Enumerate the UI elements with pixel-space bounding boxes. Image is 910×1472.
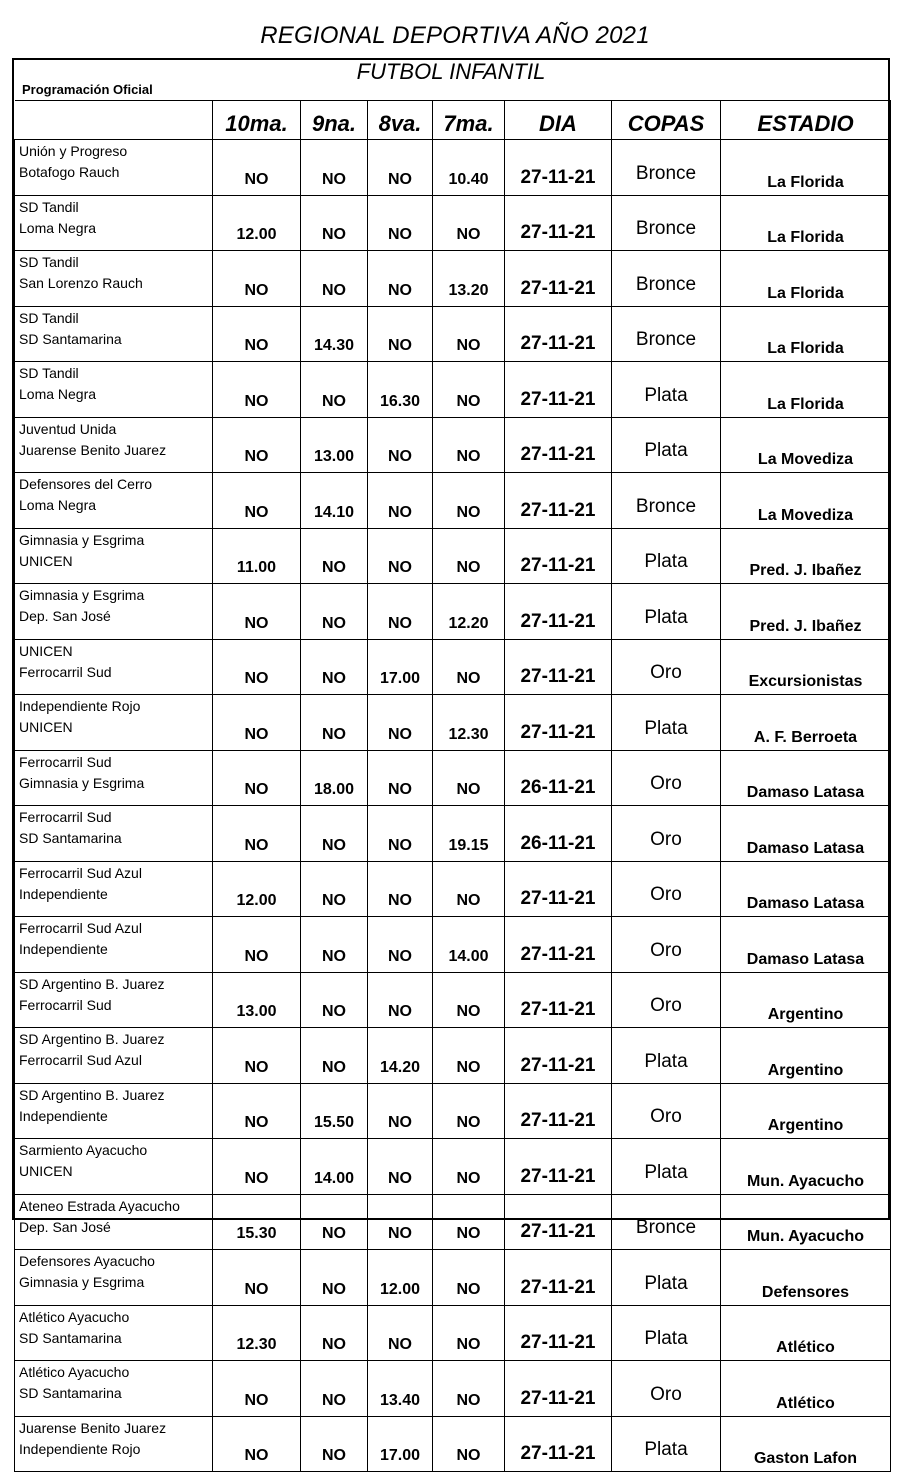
match-cell (15, 1139, 213, 1195)
time-7ma-cell: NO (433, 1194, 505, 1250)
stadium-cell: Argentino (721, 972, 891, 1028)
home-team: SD Tandil (19, 309, 79, 326)
date-cell: 27-11-21 (505, 1028, 612, 1084)
time-8va-cell: NO (368, 251, 433, 307)
header-estadio: ESTADIO (721, 101, 891, 140)
time-9na-cell: NO (301, 584, 368, 640)
time-9na-cell: NO (301, 362, 368, 418)
match-cell (15, 1361, 213, 1417)
cup-cell: Bronce (612, 140, 721, 196)
cup-cell: Bronce (612, 306, 721, 362)
time-9na-cell: NO (301, 140, 368, 196)
cup-cell: Oro (612, 1361, 721, 1417)
home-team: SD Tandil (19, 198, 79, 215)
time-9na-cell: NO (301, 1194, 368, 1250)
time-10ma-cell: NO (213, 1250, 301, 1306)
cup-cell: Plata (612, 362, 721, 418)
cup-cell: Bronce (612, 195, 721, 251)
table-row (15, 861, 891, 917)
time-8va-cell: NO (368, 306, 433, 362)
home-team: Unión y Progreso (19, 143, 128, 159)
time-10ma-cell: 15.30 (213, 1194, 301, 1250)
time-7ma-cell: NO (433, 1028, 505, 1084)
stadium-cell: Mun. Ayacucho (721, 1139, 891, 1195)
away-team: Gimnasia y Esgrima (19, 774, 145, 791)
time-8va-cell: NO (368, 528, 433, 584)
time-10ma-cell: 11.00 (213, 528, 301, 584)
time-8va-cell: NO (368, 473, 433, 529)
header-7ma: 7ma. (433, 101, 505, 140)
date-cell: 27-11-21 (505, 639, 612, 695)
table-row (15, 1250, 891, 1306)
time-9na-cell: 15.50 (301, 1083, 368, 1139)
time-9na-cell: NO (301, 1028, 368, 1084)
away-team: SD Santamarina (19, 1329, 122, 1346)
cup-cell: Plata (612, 1139, 721, 1195)
table-row (15, 972, 891, 1028)
time-10ma-cell: NO (213, 251, 301, 307)
time-7ma-cell: NO (433, 1361, 505, 1417)
away-team: Independiente Rojo (19, 1440, 141, 1457)
home-team: Juventud Unida (19, 420, 117, 437)
cup-cell: Plata (612, 695, 721, 751)
time-8va-cell: NO (368, 750, 433, 806)
away-team: Botafogo Rauch (19, 164, 120, 180)
cup-cell: Plata (612, 584, 721, 640)
home-team: SD Tandil (19, 254, 79, 270)
cup-cell: Oro (612, 639, 721, 695)
match-cell (15, 1083, 213, 1139)
date-cell: 27-11-21 (505, 473, 612, 529)
date-cell: 27-11-21 (505, 362, 612, 418)
match-cell (15, 362, 213, 418)
time-7ma-cell: NO (433, 972, 505, 1028)
match-cell (15, 251, 213, 307)
match-cell (15, 417, 213, 473)
cup-cell: Oro (612, 750, 721, 806)
time-10ma-cell: NO (213, 639, 301, 695)
away-team: Ferrocarril Sud (19, 663, 112, 680)
time-7ma-cell: NO (433, 1139, 505, 1195)
time-7ma-cell: 14.00 (433, 917, 505, 973)
home-team: SD Argentino B. Juarez (19, 1031, 165, 1047)
time-8va-cell: 12.00 (368, 1250, 433, 1306)
home-team: SD Tandil (19, 365, 79, 381)
table-row (15, 1083, 891, 1139)
stadium-cell: Atlético (721, 1361, 891, 1417)
time-8va-cell: NO (368, 1194, 433, 1250)
stadium-cell: Defensores (721, 1250, 891, 1306)
time-10ma-cell: NO (213, 1139, 301, 1195)
away-team: Loma Negra (19, 497, 97, 513)
time-10ma-cell: NO (213, 306, 301, 362)
time-10ma-cell: NO (213, 750, 301, 806)
match-cell (15, 917, 213, 973)
table-row (15, 1416, 891, 1472)
time-8va-cell: NO (368, 1083, 433, 1139)
time-7ma-cell: NO (433, 639, 505, 695)
table-row (15, 1139, 891, 1195)
time-9na-cell: NO (301, 195, 368, 251)
time-9na-cell: 13.00 (301, 417, 368, 473)
time-9na-cell: NO (301, 1416, 368, 1472)
table-row (15, 473, 891, 529)
table-row (15, 1361, 891, 1417)
away-team: UNICEN (19, 552, 73, 569)
time-7ma-cell: 10.40 (433, 140, 505, 196)
match-cell (15, 806, 213, 862)
cup-cell: Oro (612, 861, 721, 917)
time-9na-cell: NO (301, 861, 368, 917)
schedule-table (14, 100, 891, 1472)
time-9na-cell: 14.30 (301, 306, 368, 362)
time-7ma-cell: 12.30 (433, 695, 505, 751)
away-team: UNICEN (19, 1163, 73, 1179)
cup-cell: Plata (612, 1305, 721, 1361)
schedule-sheet (12, 58, 890, 1467)
time-7ma-cell: NO (433, 306, 505, 362)
match-cell (15, 695, 213, 751)
match-cell (15, 861, 213, 917)
match-cell (15, 528, 213, 584)
cup-cell: Plata (612, 417, 721, 473)
home-team: Atlético Ayacucho (19, 1364, 130, 1380)
away-team: San Lorenzo Rauch (19, 275, 143, 291)
time-8va-cell: NO (368, 1139, 433, 1195)
table-row (15, 417, 891, 473)
stadium-cell: La Florida (721, 140, 891, 196)
time-8va-cell: NO (368, 972, 433, 1028)
cup-cell: Oro (612, 1083, 721, 1139)
away-team: Independiente (19, 941, 108, 957)
stadium-cell: Argentino (721, 1083, 891, 1139)
cup-cell: Plata (612, 1250, 721, 1306)
away-team: UNICEN (19, 719, 73, 735)
away-team: Loma Negra (19, 386, 97, 402)
time-9na-cell: NO (301, 1250, 368, 1306)
time-10ma-cell: NO (213, 695, 301, 751)
time-10ma-cell: NO (213, 584, 301, 640)
cup-cell: Bronce (612, 251, 721, 307)
table-row (15, 806, 891, 862)
time-7ma-cell: NO (433, 362, 505, 418)
home-team: SD Argentino B. Juarez (19, 975, 165, 992)
stadium-cell: Mun. Ayacucho (721, 1194, 891, 1250)
stadium-cell: La Movediza (721, 417, 891, 473)
time-8va-cell: 13.40 (368, 1361, 433, 1417)
match-cell (15, 140, 213, 196)
time-10ma-cell: 12.00 (213, 195, 301, 251)
subtitle: FUTBOL INFANTIL (356, 59, 546, 84)
time-7ma-cell: 12.20 (433, 584, 505, 640)
time-10ma-cell: 12.30 (213, 1305, 301, 1361)
time-9na-cell: NO (301, 695, 368, 751)
stadium-cell: Damaso Latasa (721, 861, 891, 917)
time-9na-cell: 14.10 (301, 473, 368, 529)
away-team: SD Santamarina (19, 830, 122, 846)
time-8va-cell: NO (368, 806, 433, 862)
date-cell: 27-11-21 (505, 917, 612, 973)
stadium-cell: Pred. J. Ibañez (721, 584, 891, 640)
match-cell (15, 1305, 213, 1361)
time-7ma-cell: NO (433, 1083, 505, 1139)
stadium-cell: La Florida (721, 362, 891, 418)
time-8va-cell: NO (368, 140, 433, 196)
away-team: SD Santamarina (19, 330, 122, 347)
time-9na-cell: NO (301, 917, 368, 973)
header-8va: 8va. (368, 101, 433, 140)
stadium-cell: Excursionistas (721, 639, 891, 695)
away-team: Ferrocarril Sud (19, 996, 112, 1013)
home-team: Defensores del Cerro (19, 476, 153, 492)
stadium-cell: Pred. J. Ibañez (721, 528, 891, 584)
away-team: Independiente (19, 885, 108, 902)
schedule-body (15, 140, 891, 1472)
time-8va-cell: NO (368, 1305, 433, 1361)
stadium-cell: La Florida (721, 306, 891, 362)
header-copas: COPAS (612, 101, 721, 140)
header-9na: 9na. (301, 101, 368, 140)
time-10ma-cell: NO (213, 1361, 301, 1417)
time-7ma-cell: NO (433, 1250, 505, 1306)
away-team: Gimnasia y Esgrima (19, 1274, 145, 1290)
match-cell (15, 195, 213, 251)
stadium-cell: La Florida (721, 195, 891, 251)
home-team: Juarense Benito Juarez (19, 1419, 167, 1436)
time-8va-cell: NO (368, 584, 433, 640)
date-cell: 26-11-21 (505, 750, 612, 806)
stadium-cell: A. F. Berroeta (721, 695, 891, 751)
home-team: Defensores Ayacucho (19, 1253, 155, 1269)
home-team: Gimnasia y Esgrima (19, 531, 145, 548)
date-cell: 27-11-21 (505, 1194, 612, 1250)
table-row (15, 195, 891, 251)
date-cell: 27-11-21 (505, 306, 612, 362)
time-8va-cell: 14.20 (368, 1028, 433, 1084)
time-10ma-cell: NO (213, 473, 301, 529)
time-9na-cell: NO (301, 1305, 368, 1361)
date-cell: 27-11-21 (505, 251, 612, 307)
date-cell: 27-11-21 (505, 1083, 612, 1139)
date-cell: 27-11-21 (505, 972, 612, 1028)
table-row (15, 251, 891, 307)
header-row (15, 101, 891, 140)
away-team: Dep. San José (19, 1218, 111, 1235)
cup-cell: Plata (612, 1028, 721, 1084)
cup-cell: Oro (612, 917, 721, 973)
time-7ma-cell: NO (433, 473, 505, 529)
home-team: Ferrocarril Sud (19, 809, 112, 825)
table-row (15, 917, 891, 973)
table-row (15, 528, 891, 584)
time-7ma-cell: NO (433, 861, 505, 917)
time-10ma-cell: NO (213, 1416, 301, 1472)
table-row (15, 584, 891, 640)
match-cell (15, 1028, 213, 1084)
time-9na-cell: 14.00 (301, 1139, 368, 1195)
date-cell: 27-11-21 (505, 140, 612, 196)
header-dia: DIA (505, 101, 612, 140)
table-row (15, 362, 891, 418)
time-7ma-cell: NO (433, 195, 505, 251)
table-row (15, 1028, 891, 1084)
match-cell (15, 306, 213, 362)
match-cell (15, 972, 213, 1028)
time-10ma-cell: 12.00 (213, 861, 301, 917)
table-row (15, 1194, 891, 1250)
stadium-cell: Damaso Latasa (721, 750, 891, 806)
time-10ma-cell: NO (213, 917, 301, 973)
home-team: Atlético Ayacucho (19, 1308, 130, 1325)
date-cell: 27-11-21 (505, 195, 612, 251)
time-8va-cell: NO (368, 195, 433, 251)
match-cell (15, 584, 213, 640)
time-8va-cell: NO (368, 861, 433, 917)
home-team: Ferrocarril Sud (19, 753, 112, 770)
date-cell: 27-11-21 (505, 528, 612, 584)
time-10ma-cell: NO (213, 362, 301, 418)
stadium-cell: Atlético (721, 1305, 891, 1361)
date-cell: 27-11-21 (505, 1139, 612, 1195)
time-8va-cell: 16.30 (368, 362, 433, 418)
time-10ma-cell: NO (213, 417, 301, 473)
time-9na-cell: NO (301, 1361, 368, 1417)
table-row (15, 140, 891, 196)
date-cell: 27-11-21 (505, 695, 612, 751)
date-cell: 27-11-21 (505, 584, 612, 640)
date-cell: 27-11-21 (505, 861, 612, 917)
home-team: Ferrocarril Sud Azul (19, 920, 142, 936)
match-cell (15, 1250, 213, 1306)
stadium-cell: Damaso Latasa (721, 806, 891, 862)
match-cell (15, 750, 213, 806)
time-7ma-cell: NO (433, 528, 505, 584)
date-cell: 27-11-21 (505, 1250, 612, 1306)
table-row (15, 306, 891, 362)
away-team: Juarense Benito Juarez (19, 441, 167, 458)
away-team: Ferrocarril Sud Azul (19, 1052, 142, 1068)
stadium-cell: Gaston Lafon (721, 1416, 891, 1472)
time-7ma-cell: NO (433, 1416, 505, 1472)
time-8va-cell: NO (368, 417, 433, 473)
cup-cell: Oro (612, 972, 721, 1028)
time-10ma-cell: NO (213, 1083, 301, 1139)
match-cell (15, 1416, 213, 1472)
date-cell: 27-11-21 (505, 1361, 612, 1417)
date-cell: 26-11-21 (505, 806, 612, 862)
cup-cell: Plata (612, 1416, 721, 1472)
time-7ma-cell: NO (433, 1305, 505, 1361)
time-7ma-cell: 19.15 (433, 806, 505, 862)
away-team: Independiente (19, 1107, 108, 1124)
away-team: Loma Negra (19, 219, 97, 236)
programacion-label: Programación Oficial (22, 82, 153, 97)
match-cell (15, 1194, 213, 1250)
away-team: SD Santamarina (19, 1385, 122, 1401)
time-10ma-cell: NO (213, 806, 301, 862)
home-team: Ferrocarril Sud Azul (19, 864, 142, 881)
date-cell: 27-11-21 (505, 1305, 612, 1361)
time-7ma-cell: NO (433, 750, 505, 806)
table-row (15, 695, 891, 751)
page-title: REGIONAL DEPORTIVA AÑO 2021 (260, 22, 650, 49)
home-team: Sarmiento Ayacucho (19, 1142, 148, 1158)
cup-cell: Bronce (612, 473, 721, 529)
home-team: Independiente Rojo (19, 698, 141, 714)
away-team: Dep. San José (19, 608, 111, 624)
home-team: Gimnasia y Esgrima (19, 587, 145, 603)
table-row (15, 750, 891, 806)
header-blank (15, 101, 213, 140)
time-8va-cell: 17.00 (368, 639, 433, 695)
time-8va-cell: 17.00 (368, 1416, 433, 1472)
time-7ma-cell: 13.20 (433, 251, 505, 307)
match-cell (15, 473, 213, 529)
cup-cell: Plata (612, 528, 721, 584)
time-10ma-cell: NO (213, 140, 301, 196)
header-10ma: 10ma. (213, 101, 301, 140)
stadium-cell: La Movediza (721, 473, 891, 529)
time-9na-cell: NO (301, 639, 368, 695)
time-9na-cell: 18.00 (301, 750, 368, 806)
time-7ma-cell: NO (433, 417, 505, 473)
time-10ma-cell: NO (213, 1028, 301, 1084)
match-cell (15, 639, 213, 695)
cup-cell: Oro (612, 806, 721, 862)
time-8va-cell: NO (368, 695, 433, 751)
home-team: SD Argentino B. Juarez (19, 1086, 165, 1103)
date-cell: 27-11-21 (505, 1416, 612, 1472)
stadium-cell: Damaso Latasa (721, 917, 891, 973)
time-8va-cell: NO (368, 917, 433, 973)
time-9na-cell: NO (301, 972, 368, 1028)
cup-cell: Bronce (612, 1194, 721, 1250)
time-9na-cell: NO (301, 251, 368, 307)
table-row (15, 1305, 891, 1361)
stadium-cell: La Florida (721, 251, 891, 307)
home-team: Ateneo Estrada Ayacucho (19, 1197, 180, 1214)
table-row (15, 639, 891, 695)
time-10ma-cell: 13.00 (213, 972, 301, 1028)
stadium-cell: Argentino (721, 1028, 891, 1084)
home-team: UNICEN (19, 642, 73, 659)
time-9na-cell: NO (301, 806, 368, 862)
date-cell: 27-11-21 (505, 417, 612, 473)
time-9na-cell: NO (301, 528, 368, 584)
